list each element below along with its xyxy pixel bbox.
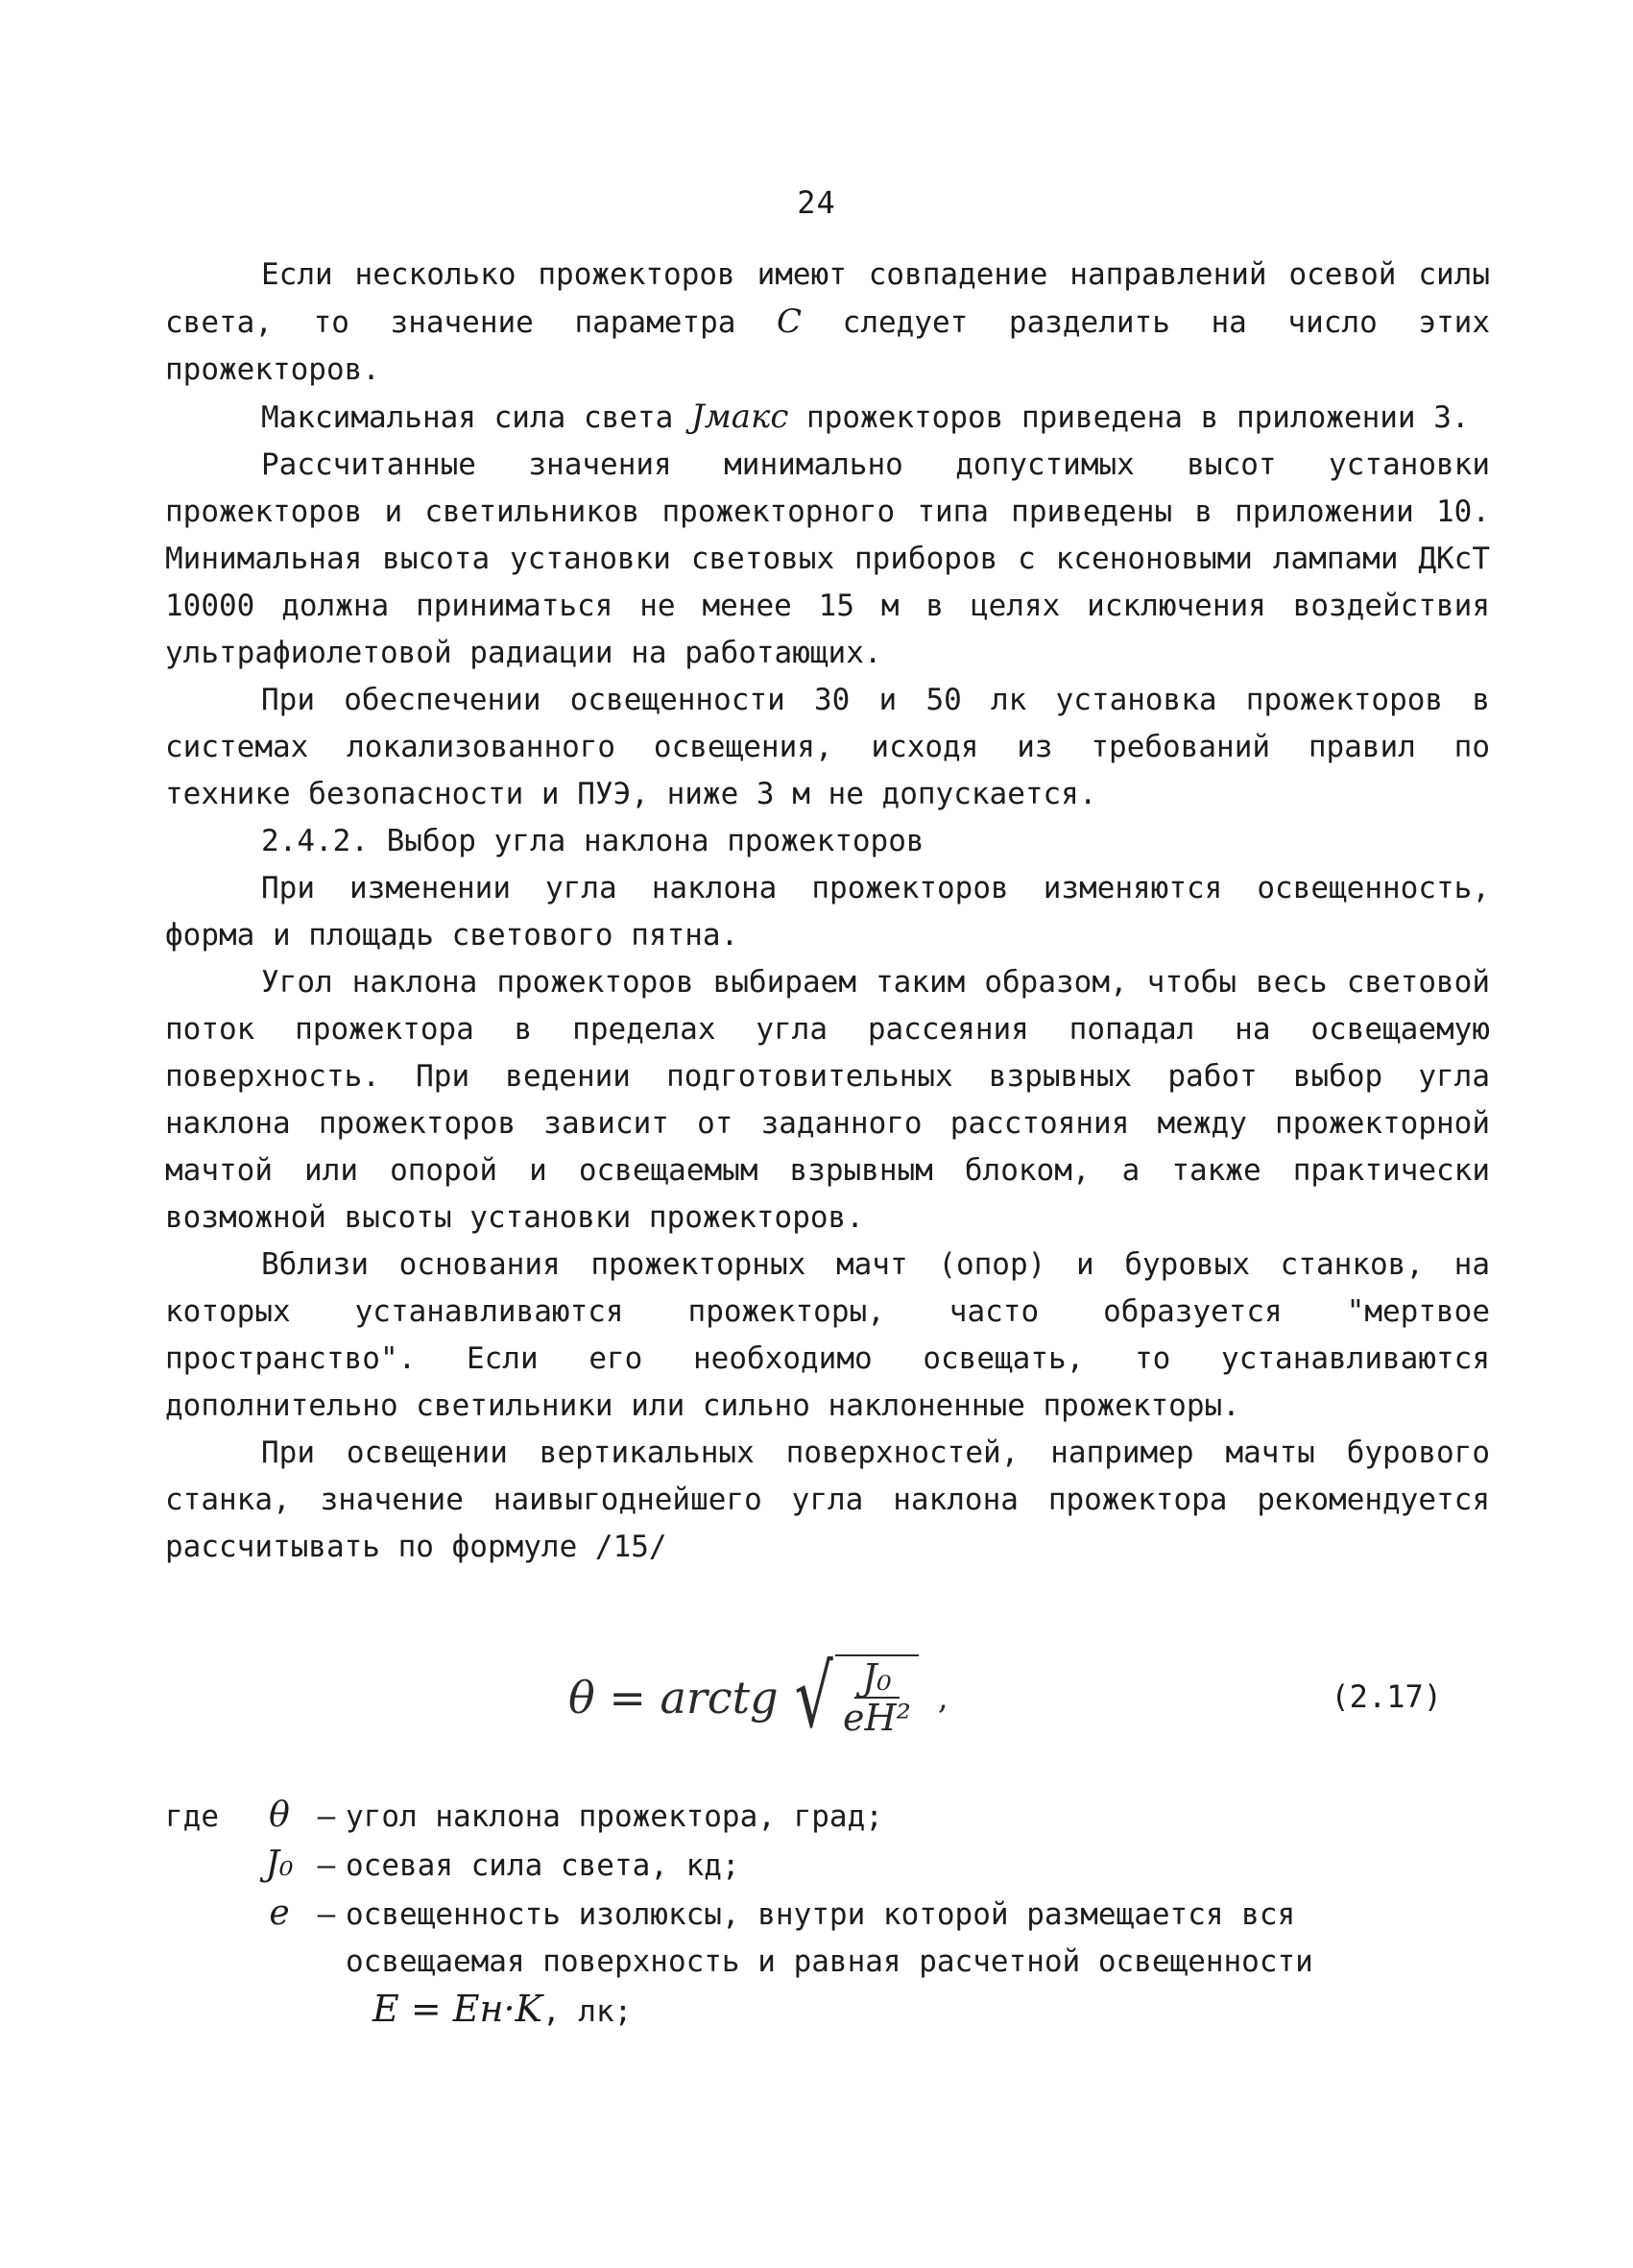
body-text: [165, 252, 1490, 1571]
paragraph-8: При освещении вертикальных поверхностей, например мачты бурового станка, значение наивыгоднейшего угла наклона прожектора рекомендуется рассчитывать по формуле /15/: [165, 1436, 1490, 1564]
illuminance-unit: , лк;: [541, 1994, 633, 2029]
illuminance-formula: [165, 1986, 1490, 2036]
section-heading: 2.4.2. Выбор угла наклона прожекторов: [261, 824, 925, 858]
definitions: [165, 1792, 1490, 2036]
definition-dash: –: [317, 1799, 336, 1834]
page-number: 24: [797, 184, 836, 221]
definitions-lead: где: [165, 1799, 219, 1834]
symbol-jmax: Jмакс: [690, 398, 789, 436]
paragraph-3: Рассчитанные значения минимально допустимых высот установки прожекторов и светильников прожекторного типа приведены в приложении 10. Минимальная высота установки световых приборов с ксеноновыми лампами ДКсТ 10000 должна приниматься не менее 15 м в целях исключения воздействия ультрафиолетовой радиации на работающих.: [165, 447, 1490, 670]
illuminance-expression: E = Eн·K: [372, 1988, 542, 2030]
definition-dash: –: [317, 1848, 336, 1883]
definition-row: [165, 1890, 1490, 1939]
definition-row: [165, 1841, 1490, 1890]
definition-text: угол наклона прожектора, град;: [346, 1799, 883, 1834]
definition-symbol: e: [269, 1894, 290, 1933]
equation-number: (2.17): [1331, 1678, 1442, 1715]
definition-text: освещенность изолюксы, внутри которой размещается вся: [346, 1897, 1296, 1932]
definition-dash: –: [317, 1897, 336, 1932]
formula-expression: [568, 1647, 949, 1748]
paragraph-5: При изменении угла наклона прожекторов изменяются освещенность, форма и площадь светового пятна.: [165, 871, 1490, 953]
definition-text: осевая сила света, кд;: [346, 1848, 740, 1883]
fraction-denominator: eH²: [842, 1697, 911, 1739]
fraction: [835, 1654, 919, 1741]
paragraph-2: Максимальная сила света Jмакс прожекторов приведена в приложении 3.: [261, 398, 1470, 436]
paragraph-4: При обеспечении освещенности 30 и 50 лк установка прожекторов в системах локализованного освещения, исходя из требований правил по технике безопасности и ПУЭ, ниже 3 м не допускается.: [165, 683, 1490, 811]
symbol-c: C: [777, 302, 803, 341]
definition-continuation: освещаемая поверхность и равная расчетной освещенности: [346, 1944, 1313, 1979]
definition-symbol: θ: [269, 1796, 290, 1835]
formula-trailing: ,: [937, 1678, 949, 1717]
paragraph-7: Вблизи основания прожекторных мачт (опор) и буровых станков, на которых устанавливаются прожекторы, часто образуется "мертвое пространство". Если его необходимо освещать, то устанавливаются дополнительно светильники или сильно наклоненные прожекторы.: [165, 1247, 1490, 1423]
paragraph-6: Угол наклона прожекторов выбираем таким образом, чтобы весь световой поток прожектора в пределах угла рассеяния попадал на освещаемую поверхность. При ведении подготовительных взрывных работ выбор угла наклона прожекторов зависит от заданного расстояния между прожекторной мачтой или опорой и освещаемым взрывным блоком, а также практически возможной высоты установки прожекторов.: [165, 965, 1490, 1235]
definition-row: [165, 1792, 1490, 1841]
formula-lhs: θ = arctg: [568, 1672, 779, 1724]
fraction-numerator: J₀: [854, 1656, 899, 1699]
definition-symbol: J₀: [265, 1845, 294, 1884]
radical-sign-icon: √: [794, 1647, 833, 1748]
paragraph-1: Если несколько прожекторов имеют совпадение направлений осевой силы света, то значение параметра C следует разделить на число этих прожекторов.: [165, 257, 1491, 387]
square-root: [786, 1647, 919, 1748]
formula-2-17: [165, 1647, 1442, 1755]
